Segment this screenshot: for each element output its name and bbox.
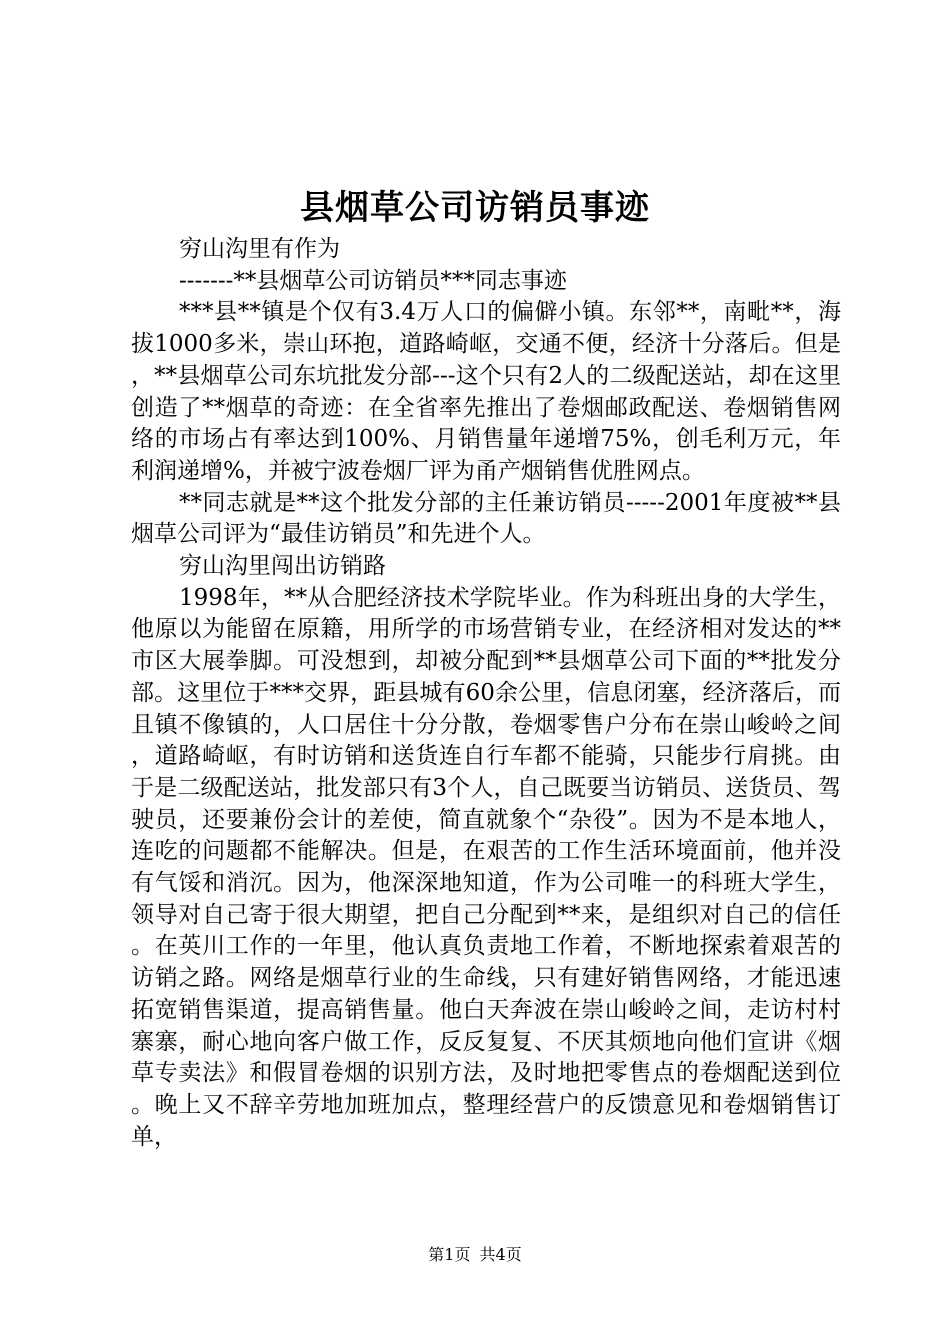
subtitle-line: -------**县烟草公司访销员***同志事迹: [179, 267, 567, 294]
page-total: 共4页: [479, 1245, 522, 1264]
document-title: 县烟草公司访销员事迹: [300, 188, 650, 228]
document-body: [131, 234, 841, 1153]
body-paragraph: **同志就是**这个批发分部的主任兼访销员-----2001年度被**县烟草公司评为“最佳访销员”和先进个人。: [131, 489, 841, 548]
page-footer: [0, 1244, 950, 1266]
section-heading: 穷山沟里有作为: [179, 236, 340, 262]
page-number: 第1页: [428, 1245, 471, 1264]
body-paragraph: 1998年，**从合肥经济技术学院毕业。作为科班出身的大学生，他原以为能留在原籍，用所学的市场营销专业，在经济相对发达的**市区大展拳脚。可没想到，却被分配到**县烟草公司下面的**批发分部。这里位于***交界，距县城有60余公里，信息闭塞，经济落后，而且镇不像镇的，人口居住十分分散，卷烟零售户分布在崇山峻岭之间，道路崎岖，有时访销和送货连自行车都不能骑，只能步行肩挑。由于是二级配送站，批发部只有3个人，自己既要当访销员、送货员、驾驶员，还要兼份会计的差使，简直就象个“杂役”。因为不是本地人，连吃的问题都不能解决。但是，在艰苦的工作生活环境面前，他并没有气馁和消沉。因为，他深深地知道，作为公司唯一的科班大学生，领导对自己寄于很大期望，把自己分配到**来，是组织对自己的信任。在英川工作的一年里，他认真负责地工作着，不断地探索着艰苦的访销之路。网络是烟草行业的生命线，只有建好销售网络，才能迅速拓宽销售渠道，提高销售量。他白天奔波在崇山峻岭之间，走访村村寨寨，耐心地向客户做工作，反反复复、不厌其烦地向他们宣讲《烟草专卖法》和假冒卷烟的识别方法，及时地把零售点的卷烟配送到位。晚上又不辞辛劳地加班加点，整理经营户的反馈意见和卷烟销售订单，: [131, 584, 841, 1150]
section-heading: 穷山沟里闯出访销路: [179, 553, 386, 580]
body-paragraph: ***县**镇是个仅有3.4万人口的偏僻小镇。东邻**，南毗**，海拔1000多米，崇山环抱，道路崎岖，交通不便，经济十分落后。但是，**县烟草公司东坑批发分部---这个只有2人的二级配送站，却在这里创造了**烟草的奇迹：在全省率先推出了卷烟邮政配送、卷烟销售网络的市场占有率达到100%、月销售量年递增75%，创毛利万元，年利润递增%，并被宁波卷烟厂评为甬产烟销售优胜网点。: [131, 299, 841, 484]
